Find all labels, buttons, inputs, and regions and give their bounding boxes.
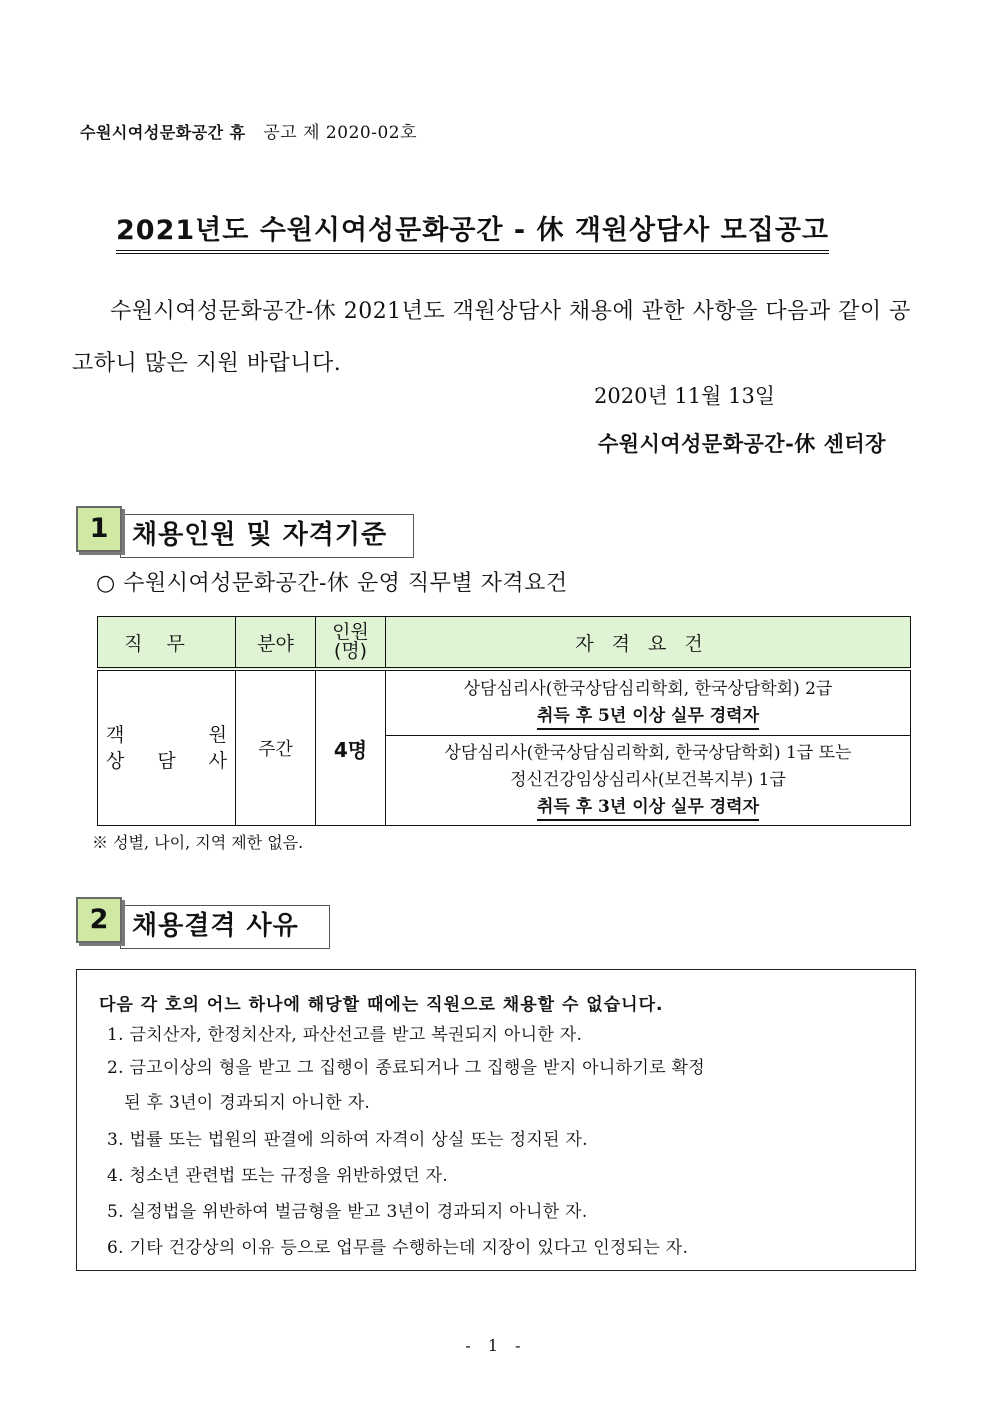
list-item: 된 후 3년이 경과되지 아니한 자. — [107, 1093, 371, 1113]
disqualification-lead: 다음 각 호의 어느 하나에 해당할 때에는 직원으로 채용할 수 없습니다. — [99, 995, 664, 1015]
document-title: 2021년도 수원시여성문화공간 - 休 객원상담사 모집공고 — [116, 208, 829, 254]
section-number: 2 — [76, 897, 122, 943]
table-note: ※ 성별, 나이, 지역 제한 없음. — [92, 833, 304, 852]
job-char: 담 — [157, 750, 176, 772]
table-header-row — [98, 617, 911, 670]
intro-paragraph: 수원시여성문화공간-休 2021년도 객원상담사 채용에 관한 사항을 다음과 같이 공고하니 많은 지원 바랍니다. — [72, 299, 911, 376]
page-number: - 1 - — [465, 1336, 527, 1355]
notice-org: 수원시여성문화공간 휴 — [80, 123, 246, 142]
job-char: 객 — [106, 724, 125, 746]
section-title: 채용인원 및 자격기준 — [132, 520, 388, 550]
list-item: 4. 청소년 관련법 또는 규정을 위반하였던 자. — [107, 1166, 449, 1186]
section-1-header — [76, 506, 414, 548]
job-char: 상 — [106, 750, 125, 772]
section-number: 1 — [76, 506, 122, 552]
header-count — [316, 617, 386, 670]
list-item: 6. 기타 건강상의 이유 등으로 업무를 수행하는데 지장이 있다고 인정되는 자. — [107, 1238, 689, 1258]
signer: 수원시여성문화공간-休 센터장 — [598, 431, 886, 456]
list-item: 3. 법률 또는 법원의 판결에 의하여 자격이 상실 또는 정지된 자. — [107, 1130, 588, 1150]
section-2-header — [76, 897, 330, 939]
notice-date: 2020년 11월 13일 — [594, 384, 776, 408]
cell-field: 주간 — [236, 669, 316, 826]
header-count-line2: (명) — [333, 640, 368, 662]
header-field: 분야 — [236, 617, 316, 670]
disqualification-box — [76, 969, 916, 1271]
header-job: 직무 — [98, 617, 236, 670]
requirement-text: 상담심리사(한국상담심리학회, 한국상담학회) 1급 또는 — [444, 743, 852, 764]
requirement-emphasis: 취득 후 3년 이상 실무 경력자 — [537, 795, 759, 821]
cell-count: 4명 — [316, 669, 386, 826]
job-char: 원 — [208, 724, 227, 746]
requirement-text: 상담심리사(한국상담심리학회, 한국상담학회) 2급 — [463, 679, 833, 700]
subheading: ○ 수원시여성문화공간-休 운영 직무별 자격요건 — [96, 571, 568, 596]
list-item: 2. 금고이상의 형을 받고 그 집행이 종료되거나 그 집행을 받지 아니하기로 확정 — [107, 1058, 705, 1078]
list-item: 1. 금치산자, 한정치산자, 파산선고를 받고 복권되지 아니한 자. — [107, 1025, 583, 1045]
cell-job — [98, 669, 236, 826]
cell-requirement-2 — [386, 736, 911, 826]
requirement-text: 정신건강임상심리사(보건복지부) 1급 — [510, 770, 786, 791]
list-item: 5. 실정법을 위반하여 벌금형을 받고 3년이 경과되지 아니한 자. — [107, 1202, 588, 1222]
job-char: 사 — [208, 750, 227, 772]
notice-number — [80, 118, 417, 143]
table-row — [98, 669, 911, 736]
cell-requirement-1 — [386, 669, 911, 736]
header-count-line1: 인원 — [332, 621, 369, 643]
section-title: 채용결격 사유 — [132, 911, 299, 941]
header-requirement: 자격요건 — [386, 617, 911, 670]
notice-code: 공고 제 2020-02호 — [263, 123, 417, 143]
requirements-table — [97, 616, 911, 826]
requirement-emphasis: 취득 후 5년 이상 실무 경력자 — [537, 704, 759, 730]
